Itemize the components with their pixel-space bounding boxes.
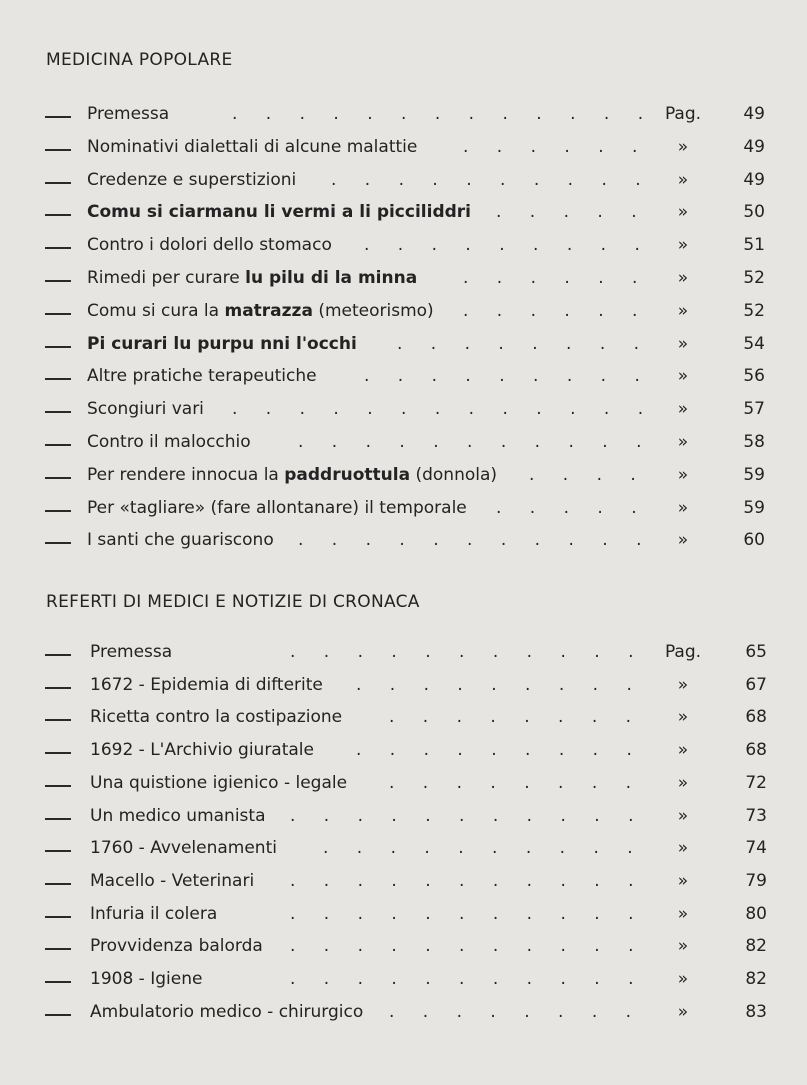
entry-title-part: Scongiuri vari bbox=[87, 399, 204, 419]
page-marker: » bbox=[677, 137, 689, 157]
page-number: 82 bbox=[745, 936, 767, 956]
page-number: 54 bbox=[743, 334, 765, 354]
entry-title-part: Macello - Veterinari bbox=[90, 871, 255, 891]
toc-entry[interactable] bbox=[0, 1002, 807, 1035]
entry-dash bbox=[45, 313, 71, 315]
page-marker: » bbox=[677, 170, 689, 190]
entry-dash bbox=[45, 247, 71, 249]
leader-dots: . . . . . . . . bbox=[397, 334, 640, 354]
entry-dash bbox=[45, 542, 71, 544]
entry-title-part: Nominativi dialettali di alcune malattie bbox=[87, 137, 418, 157]
entry-title-part: Contro il malocchio bbox=[87, 432, 251, 452]
leader-dots: . . . . . . . . . bbox=[356, 740, 632, 760]
entry-title-part: Ambulatorio medico - chirurgico bbox=[90, 1002, 364, 1022]
entry-title bbox=[90, 773, 347, 793]
toc-entry[interactable] bbox=[0, 969, 807, 1002]
entry-dash bbox=[45, 214, 71, 216]
entry-title-part: Un medico umanista bbox=[90, 806, 266, 826]
entry-title-part: Credenze e superstizioni bbox=[87, 170, 297, 190]
entry-title bbox=[87, 366, 317, 386]
leader-dots: . . . . . . . . . . . bbox=[290, 806, 634, 826]
leader-dots: . . . . . . . . . . . . . bbox=[232, 399, 644, 419]
entry-title bbox=[90, 871, 254, 891]
page-number: 74 bbox=[745, 838, 767, 858]
entry-title-part: (meteorismo) bbox=[312, 301, 434, 321]
page-number: 83 bbox=[745, 1002, 767, 1022]
toc-entry[interactable] bbox=[0, 675, 807, 708]
entry-title-part: Rimedi per curare bbox=[87, 268, 246, 288]
leader-dots: . . . . . . . . bbox=[389, 707, 632, 727]
page-marker: » bbox=[677, 838, 689, 858]
entry-title-part: Premessa bbox=[90, 642, 173, 662]
toc-entry[interactable] bbox=[0, 366, 807, 399]
entry-title bbox=[87, 202, 471, 222]
page-marker: » bbox=[677, 498, 689, 518]
entry-title bbox=[90, 740, 314, 760]
leader-dots: . . . . . . bbox=[463, 268, 638, 288]
entry-title bbox=[87, 104, 169, 124]
toc-entry[interactable] bbox=[0, 268, 807, 301]
toc-entry[interactable] bbox=[0, 838, 807, 871]
leader-dots: . . . . . . . . . . . bbox=[290, 871, 634, 891]
entry-dash bbox=[45, 948, 71, 950]
entry-title-part: Altre pratiche terapeutiche bbox=[87, 366, 317, 386]
entry-dash bbox=[45, 981, 71, 983]
entry-title bbox=[90, 1002, 363, 1022]
entry-title-part: Una quistione igienico - legale bbox=[90, 773, 348, 793]
entry-title-part: Provvidenza balorda bbox=[90, 936, 263, 956]
entry-dash bbox=[45, 785, 71, 787]
entry-title bbox=[87, 301, 434, 321]
page-number: 58 bbox=[743, 432, 765, 452]
page-marker: » bbox=[677, 465, 689, 485]
entry-title bbox=[90, 642, 172, 662]
entry-dash bbox=[45, 883, 71, 885]
page-marker: » bbox=[677, 202, 689, 222]
leader-dots: . . . . . . . . . . bbox=[323, 838, 633, 858]
entry-title-bold-part: Pi curari lu purpu nni l'occhi bbox=[87, 334, 357, 354]
page-number: 49 bbox=[743, 104, 765, 124]
page-marker: » bbox=[677, 432, 689, 452]
entry-title bbox=[87, 170, 296, 190]
entry-dash bbox=[45, 916, 71, 918]
entry-title bbox=[90, 806, 266, 826]
entry-dash bbox=[45, 752, 71, 754]
page-marker: » bbox=[677, 969, 689, 989]
page-marker: » bbox=[677, 530, 689, 550]
leader-dots: . . . . . . . . . . bbox=[331, 170, 641, 190]
entry-title-part: Per rendere innocua la bbox=[87, 465, 285, 485]
entry-dash bbox=[45, 818, 71, 820]
section-title: MEDICINA POPOLARE bbox=[46, 50, 233, 70]
page-marker: » bbox=[677, 806, 689, 826]
toc-entry[interactable] bbox=[0, 170, 807, 203]
entry-title bbox=[87, 465, 497, 485]
page-number: 82 bbox=[745, 969, 767, 989]
entry-title-part: 1692 - L'Archivio giuratale bbox=[90, 740, 314, 760]
page-number: 68 bbox=[745, 740, 767, 760]
toc-entry[interactable] bbox=[0, 904, 807, 937]
entry-title-bold-part: Comu si ciarmanu li vermi a li picciliddri bbox=[87, 202, 471, 222]
entry-dash bbox=[45, 510, 71, 512]
section-title: REFERTI DI MEDICI E NOTIZIE DI CRONACA bbox=[46, 592, 420, 612]
entry-title bbox=[87, 235, 332, 255]
entry-title-part: I santi che guariscono bbox=[87, 530, 274, 550]
entry-title bbox=[90, 675, 323, 695]
entry-title-bold-part: paddruottula bbox=[284, 465, 411, 485]
leader-dots: . . . . . . bbox=[463, 301, 638, 321]
page-marker: » bbox=[677, 399, 689, 419]
leader-dots: . . . . . . . . . . . bbox=[298, 530, 642, 550]
page-number: 60 bbox=[743, 530, 765, 550]
leader-dots: . . . . . . . . . . . bbox=[298, 432, 642, 452]
page-number: 79 bbox=[745, 871, 767, 891]
entry-title-part: Per «tagliare» (fare allontanare) il temporale bbox=[87, 498, 467, 518]
entry-dash bbox=[45, 1014, 71, 1016]
toc-entry[interactable] bbox=[0, 936, 807, 969]
toc-entry[interactable] bbox=[0, 465, 807, 498]
leader-dots: . . . . . . . . . . . bbox=[290, 969, 634, 989]
entry-dash bbox=[45, 444, 71, 446]
toc-entry[interactable] bbox=[0, 740, 807, 773]
entry-title bbox=[90, 936, 263, 956]
page-number: 59 bbox=[743, 465, 765, 485]
toc-entry[interactable] bbox=[0, 235, 807, 268]
leader-dots: . . . . . . . . bbox=[389, 1002, 632, 1022]
page-marker: » bbox=[677, 334, 689, 354]
leader-dots: . . . . . . . . . . . bbox=[290, 904, 634, 924]
toc-entry[interactable] bbox=[0, 773, 807, 806]
entry-dash bbox=[45, 149, 71, 151]
toc-entry[interactable] bbox=[0, 137, 807, 170]
page-number: 59 bbox=[743, 498, 765, 518]
entry-title-part: 1672 - Epidemia di difterite bbox=[90, 675, 323, 695]
entry-title-part: 1760 - Avvelenamenti bbox=[90, 838, 277, 858]
entry-title bbox=[87, 498, 467, 518]
entry-title-bold-part: lu pilu di la minna bbox=[245, 268, 418, 288]
page-marker: » bbox=[677, 904, 689, 924]
entry-title bbox=[90, 969, 202, 989]
entry-dash bbox=[45, 346, 71, 348]
entry-dash bbox=[45, 116, 71, 118]
page-number: 52 bbox=[743, 268, 765, 288]
entry-dash bbox=[45, 280, 71, 282]
leader-dots: . . . . . . bbox=[463, 137, 638, 157]
leader-dots: . . . . . . . . bbox=[389, 773, 632, 793]
entry-title-part: Contro i dolori dello stomaco bbox=[87, 235, 332, 255]
entry-dash bbox=[45, 182, 71, 184]
page-number: 52 bbox=[743, 301, 765, 321]
page-number: 68 bbox=[745, 707, 767, 727]
page-marker: » bbox=[677, 268, 689, 288]
entry-title-part: Infuria il colera bbox=[90, 904, 218, 924]
page-marker: » bbox=[677, 1002, 689, 1022]
page-number: 50 bbox=[743, 202, 765, 222]
toc-entry[interactable] bbox=[0, 642, 807, 675]
page-marker: » bbox=[677, 936, 689, 956]
page-number: 80 bbox=[745, 904, 767, 924]
page-marker: » bbox=[677, 871, 689, 891]
entry-title-part: Premessa bbox=[87, 104, 170, 124]
leader-dots: . . . . . . . . . bbox=[356, 675, 632, 695]
page-marker: Pag. bbox=[664, 104, 702, 124]
entry-dash bbox=[45, 477, 71, 479]
entry-title bbox=[87, 334, 357, 354]
entry-title bbox=[87, 530, 274, 550]
entry-title bbox=[90, 904, 217, 924]
leader-dots: . . . . . . . . . . . bbox=[290, 642, 634, 662]
entry-title-part: (donnola) bbox=[410, 465, 498, 485]
leader-dots: . . . . . . . . . bbox=[364, 235, 640, 255]
toc-entry[interactable] bbox=[0, 399, 807, 432]
entry-dash bbox=[45, 687, 71, 689]
leader-dots: . . . . . . . . . bbox=[364, 366, 640, 386]
entry-dash bbox=[45, 719, 71, 721]
page-number: 51 bbox=[743, 235, 765, 255]
leader-dots: . . . . . bbox=[496, 498, 637, 518]
page-marker: » bbox=[677, 773, 689, 793]
page-number: 65 bbox=[745, 642, 767, 662]
page-number: 67 bbox=[745, 675, 767, 695]
page-marker: Pag. bbox=[664, 642, 702, 662]
toc-entry[interactable] bbox=[0, 806, 807, 839]
toc-entry[interactable] bbox=[0, 871, 807, 904]
page-marker: » bbox=[677, 301, 689, 321]
page-number: 49 bbox=[743, 170, 765, 190]
toc-entry[interactable] bbox=[0, 202, 807, 235]
page-marker: » bbox=[677, 366, 689, 386]
page-marker: » bbox=[677, 235, 689, 255]
leader-dots: . . . . bbox=[529, 465, 636, 485]
entry-title bbox=[87, 268, 417, 288]
entry-title bbox=[90, 838, 277, 858]
page-number: 57 bbox=[743, 399, 765, 419]
entry-title bbox=[90, 707, 342, 727]
toc-entry[interactable] bbox=[0, 104, 807, 137]
entry-title-bold-part: matrazza bbox=[224, 301, 313, 321]
page-number: 49 bbox=[743, 137, 765, 157]
toc-entry[interactable] bbox=[0, 301, 807, 334]
entry-title-part: Comu si cura la bbox=[87, 301, 225, 321]
entry-dash bbox=[45, 378, 71, 380]
entry-dash bbox=[45, 411, 71, 413]
entry-title bbox=[87, 399, 204, 419]
page-number: 56 bbox=[743, 366, 765, 386]
page-marker: » bbox=[677, 740, 689, 760]
toc-entry[interactable] bbox=[0, 530, 807, 563]
leader-dots: . . . . . . . . . . . bbox=[290, 936, 634, 956]
entry-dash bbox=[45, 654, 71, 656]
page-marker: » bbox=[677, 675, 689, 695]
toc-entry[interactable] bbox=[0, 432, 807, 465]
page-number: 73 bbox=[745, 806, 767, 826]
entry-title bbox=[87, 432, 251, 452]
page-number: 72 bbox=[745, 773, 767, 793]
entry-title-part: 1908 - Igiene bbox=[90, 969, 203, 989]
toc-entry[interactable] bbox=[0, 334, 807, 367]
page-marker: » bbox=[677, 707, 689, 727]
toc-entry[interactable] bbox=[0, 498, 807, 531]
toc-entry[interactable] bbox=[0, 707, 807, 740]
entry-dash bbox=[45, 850, 71, 852]
leader-dots: . . . . . . . . . . . . . bbox=[232, 104, 644, 124]
leader-dots: . . . . . bbox=[496, 202, 637, 222]
entry-title-part: Ricetta contro la costipazione bbox=[90, 707, 343, 727]
entry-title bbox=[87, 137, 417, 157]
